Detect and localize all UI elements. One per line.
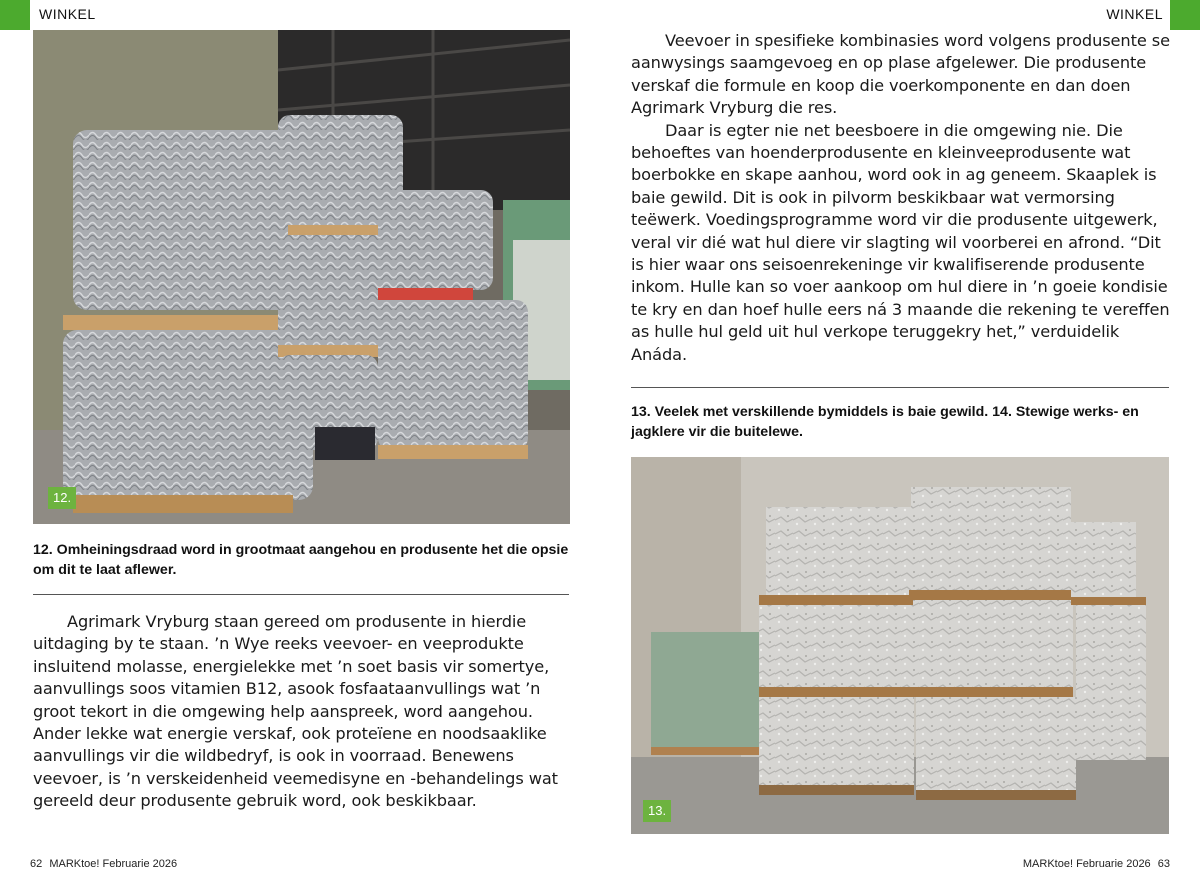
left-section-label: WINKEL xyxy=(39,6,96,22)
barbed-wire-illustration xyxy=(33,30,570,524)
right-publication: MARKtoe! Februarie 2026 xyxy=(1022,858,1151,870)
lick-blocks-photo xyxy=(631,457,1169,834)
right-paragraph-2: Daar is egter nie net beesboere in die omgewing nie. Die behoeftes van hoenderprodusente en kleinveeprodusente wat boerbokke en skape aanhou, word ook in ag geneem. Skaaplek is baie gewild. Dit is ook in pilvorm beskikbaar wat vermorsing teëwerk. Voedingsprogramme word vir die produsente uitgewerk, veral vir dié wat hul diere vir slagting wil voorberei en afrond. “Dit is hier waar ons seisoenrekeninge vir kwalifiserende produsente inkom. Hulle kan so voer aankoop om hul diere in ’n goeie kondisie te kry en dan hoef hulle eers ná 3 maande die rekening te vereffen as hulle hul geld uit hul verkope teruggekry het,” verduidelik Anáda. xyxy=(631,120,1170,364)
right-divider xyxy=(631,387,1169,388)
lick-blocks-illustration xyxy=(631,457,1169,834)
photo-caption-12: 12. Omheiningsdraad word in grootmaat aangehou en produsente het die opsie om dit te laat aflewer. xyxy=(33,542,569,578)
left-paragraph-1: Agrimark Vryburg staan gereed om produsente in hierdie uitdaging by te staan. ’n Wye reeks veevoer- en veeprodukte insluitend molasse, energielekke met ’n soet basis vir somertye, aanvullings soos vitamien B12, asook fosfaataanvullings wat ’n groot tekort in die omgewing help aanspreek, word aangehou. Ander lekke wat energie verskaf, ook proteïene en noodsaaklike aanvullings vir die wildbedryf, is ook in voorraad. Benewens veevoer, is ’n verskeidenheid veemedisyne en -behandelings wat gereeld deur produsente gebruik word, ook beskikbaar. xyxy=(33,612,558,811)
right-section-tab xyxy=(1170,0,1200,30)
left-section-tab xyxy=(0,0,30,30)
left-folio xyxy=(30,858,177,870)
photo-caption-13-14: 13. Veelek met verskillende bymiddels is baie gewild. 14. Stewige werks- en jagklere vir die buitelewe. xyxy=(631,404,1139,440)
right-folio xyxy=(1023,858,1170,870)
right-paragraph-1: Veevoer in spesifieke kombinasies word volgens produsente se aanwysings saamgevoeg en op plase afgelewer. Die produsente verskaf die formule en koop die voerkomponente en dan doen Agrimark Vryburg die res. xyxy=(631,31,1170,118)
left-publication: MARKtoe! Februarie 2026 xyxy=(49,858,178,870)
left-page-number: 62 xyxy=(30,858,43,870)
barbed-wire-photo xyxy=(33,30,570,524)
right-body-text xyxy=(631,30,1171,366)
right-page-number: 63 xyxy=(1157,858,1170,870)
right-section-label: WINKEL xyxy=(1106,6,1163,22)
photo-number-badge-12: 12. xyxy=(48,487,76,509)
left-body-text xyxy=(33,611,585,813)
photo-number-badge-13: 13. xyxy=(643,800,671,822)
left-divider xyxy=(33,594,569,595)
